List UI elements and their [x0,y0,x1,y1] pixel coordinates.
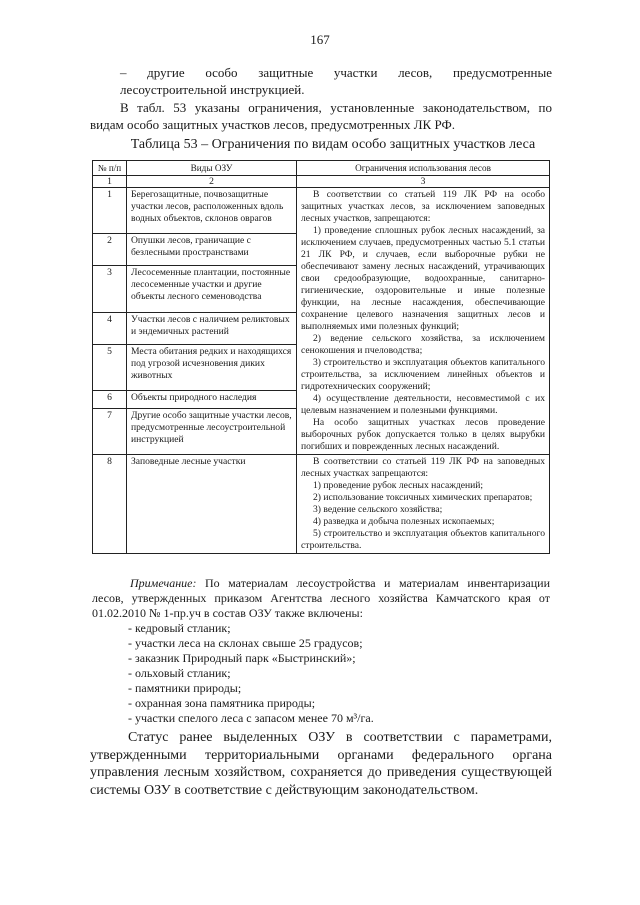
restrictions-cell-reserve [297,455,550,554]
ozu-type-cell: Опушки лесов, граничащие с безлесными пространствами [127,234,297,266]
ozu-type-cell: Другие особо защитные участки лесов, предусмотренные лесоустроительной инструкцией [127,408,297,454]
column-number: 2 [127,176,297,188]
restrictions-cell-general [297,188,550,455]
restriction-line: 4) разведка и добыча полезных ископаемых; [313,516,495,527]
column-number-row [93,176,550,188]
ozu-type-cell: Объекты природного наследия [127,390,297,408]
row-number: 2 [93,234,127,266]
header-number: № п/п [93,161,127,176]
intro-paragraph-2: В табл. 53 указаны ограничения, установленные законодательством, по видам особо защитных участков лесов, предусмотренных ЛК РФ. [90,100,552,132]
row-number: 8 [93,455,127,554]
row-number: 4 [93,312,127,344]
restriction-line: 4) осуществление деятельности, несовместимой с их целевым назначением и полезными функциями. [301,393,545,416]
row-number: 7 [93,408,127,454]
ozu-type-cell: Берегозащитные, почвозащитные участки лесов, расположенных вдоль водных объектов, склонов оврагов [127,188,297,234]
table-row [93,188,550,234]
intro-paragraph-1: – другие особо защитные участки лесов, предусмотренные лесоустроительной инструкцией. [120,65,552,97]
restriction-line: В соответствии со статьей 119 ЛК РФ на заповедных лесных участках запрещаются: [301,456,545,479]
list-item: - охранная зона памятника природы; [128,696,316,710]
restriction-line: В соответствии со статьей 119 ЛК РФ на особо защитных участках лесов, за исключением заповедных лесных участков, запрещаются: [301,189,545,224]
ozu-type-cell: Заповедные лесные участки [127,455,297,554]
restriction-line: 1) проведение сплошных рубок лесных насаждений, за исключением случаев, предусмотренных частью 5.1 статьи 21 ЛК РФ, и случаев, если выборочные рубки не обеспечивают замену лесных насаждений, утрачивающих свои средообразующие, водоохранные, санитарно-гигиенические, оздоровительные и иные полезные функции, на лесные насаждения, обеспечивающие сохранение целевого назначения защитных лесов и выполняемых ими полезных функций; [301,225,545,332]
table-header-row [93,161,550,176]
list-item: - памятники природы; [128,681,242,695]
note-list [92,621,550,726]
list-item: - заказник Природный парк «Быстринский»; [128,651,356,665]
row-number: 1 [93,188,127,234]
header-ozu-type: Виды ОЗУ [127,161,297,176]
table-caption: Таблица 53 – Ограничения по видам особо защитных участков леса [130,137,536,152]
list-item: - участки леса на склонах свыше 25 градусов; [128,636,363,650]
column-number: 1 [93,176,127,188]
header-restrictions: Ограничения использования лесов [297,161,550,176]
table-note [92,576,550,726]
column-number: 3 [297,176,550,188]
restriction-line: 2) ведение сельского хозяйства, за исключением сенокошения и пчеловодства; [301,333,545,356]
row-number: 3 [93,266,127,312]
note-text: По материалам лесоустройства и материалам инвентаризации лесов, утвержденных приказом Агентства лесного хозяйства Камчатского края от 01.02.2010 № 1-пр.уч в состав ОЗУ также включены: [92,576,550,620]
ozu-type-cell: Лесосеменные плантации, постоянные лесосеменные участки и другие объекты лесного семеноводства [127,266,297,312]
note-paragraph [92,576,550,621]
restriction-line: 1) проведение рубок лесных насаждений; [313,480,484,491]
restrictions-table [92,160,550,554]
row-number: 6 [93,390,127,408]
conclusion-paragraph: Статус ранее выделенных ОЗУ в соответствии с параметрами, утвержденными территориальными органами федерального органа управления лесным хозяйством, сохраняется до приведения существующей системы ОЗУ в соответствие с действующим законодательством. [90,730,552,798]
restriction-line: 2) использование токсичных химических препаратов; [313,492,533,503]
ozu-type-cell: Участки лесов с наличием реликтовых и эндемичных растений [127,312,297,344]
note-label: Примечание: [130,576,197,590]
table-row [93,455,550,554]
list-item: - ольховый стланик; [128,666,231,680]
page-number: 167 [310,32,330,47]
restriction-line: 3) ведение сельского хозяйства; [313,504,443,515]
restriction-line: На особо защитных участках лесов проведение выборочных рубок допускается только в целях вырубки погибших и поврежденных лесных насаждений. [301,417,545,452]
restriction-line: 5) строительство и эксплуатация объектов капитального строительства. [301,528,545,551]
ozu-type-cell: Места обитания редких и находящихся под угрозой исчезновения диких животных [127,344,297,390]
row-number: 5 [93,344,127,390]
list-item: - кедровый стланик; [128,621,231,635]
restriction-line: 3) строительство и эксплуатация объектов капитального строительства, за исключением линейных объектов и гидротехнических сооружений; [301,357,545,392]
list-item: - участки спелого леса с запасом менее 70 м³/га. [128,711,374,725]
